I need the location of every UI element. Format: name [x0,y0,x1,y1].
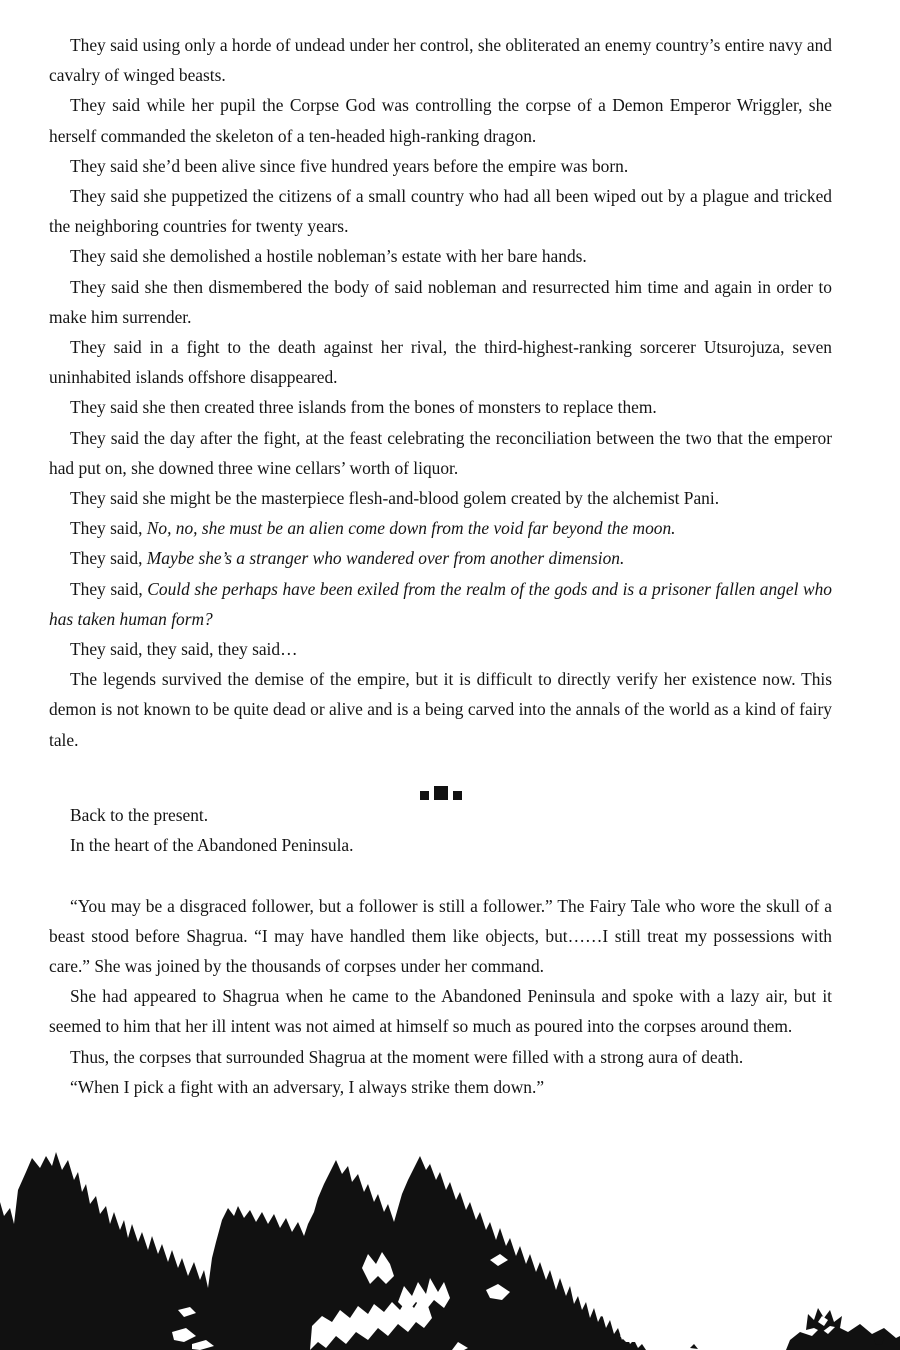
paragraph-lead: They said, [70,518,147,539]
paragraph: In the heart of the Abandoned Peninsula. [70,835,354,856]
paragraph: They said she then created three islands from the bones of monsters to replace them. [70,397,657,418]
paragraph: They said the day after the fight, at the feast celebrating the reconciliation between the two that the emperor had put on, she downed three wine cellars’ worth of liquor. [49,427,832,478]
paragraph: They said she demolished a hostile nobleman’s estate with her bare hands. [70,246,587,267]
paragraph: They said she might be the masterpiece flesh-and-blood golem created by the alchemist Pani. [70,488,720,509]
paragraph: “You may be a disgraced follower, but a follower is still a follower.” The Fairy Tale who wore the skull of a beast stood before Shagrua. “I may have handled them like objects, but……I still treat my possessions with care.” She was joined by the thousands of corpses under her command. [49,895,832,977]
paragraph-italic-quote: No, no, she must be an alien come down from the void far beyond the moon. [146,518,676,539]
paragraph: Thus, the corpses that surrounded Shagrua at the moment were filled with a strong aura of death. [70,1046,744,1067]
ornament-square-icon [453,791,462,800]
paragraph: They said she puppetized the citizens of a small country who had all been wiped out by a plague and tricked the neighboring countries for twenty years. [49,186,832,237]
paragraph: They said while her pupil the Corpse God was controlling the corpse of a Demon Emperor Wriggler, she herself commanded the skeleton of a ten-headed high-ranking dragon. [49,95,832,146]
paragraph-italic-quote: Maybe she’s a stranger who wandered over from another dimension. [146,548,625,569]
paragraph: She had appeared to Shagrua when he came to the Abandoned Peninsula and spoke with a lazy air, but it seemed to him that her ill intent was not aimed at himself so much as poured into the corpses around them. [49,986,832,1037]
paragraph: They said in a fight to the death against her rival, the third-highest-ranking sorcerer Utsurojuza, seven uninhabited islands offshore disappeared. [49,337,832,388]
paragraph [49,574,832,634]
paragraph-lead: They said, [70,578,148,599]
paragraph: “When I pick a fight with an adversary, I always strike them down.” [70,1076,545,1097]
paragraph-spacer [49,860,832,890]
paragraph: They said she then dismembered the body of said nobleman and resurrected him time and again in order to make him surrender. [49,276,832,327]
scene-break-ornament [49,755,832,800]
ornament-square-icon [434,786,448,800]
paragraph-lead: They said, [70,548,147,569]
paragraph: They said, they said, they said… [70,639,298,660]
ornament-square-icon [420,791,429,800]
ruined-spires-silhouette [0,1150,900,1350]
paragraph: The legends survived the demise of the empire, but it is difficult to directly verify her existence now. This demon is not known to be quite dead or alive and is a being carved into the annals of the world as a kind of fairy tale. [49,669,832,750]
paragraph-italic-quote: Could she perhaps have been exiled from the realm of the gods and is a prisoner fallen angel who has taken human form? [49,578,832,629]
paragraph: They said using only a horde of undead under her control, she obliterated an enemy country’s entire navy and cavalry of winged beasts. [49,35,832,86]
paragraph [49,543,832,573]
paragraph: Back to the present. [70,805,209,826]
paragraph: They said she’d been alive since five hundred years before the empire was born. [70,155,629,176]
paragraph [49,513,832,543]
body-text-column [49,30,832,1102]
